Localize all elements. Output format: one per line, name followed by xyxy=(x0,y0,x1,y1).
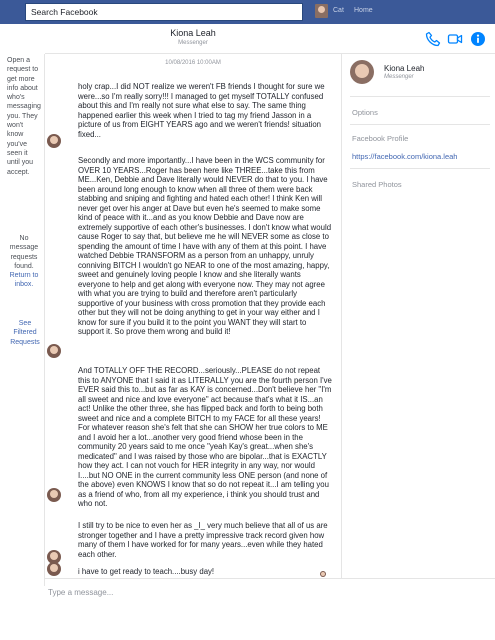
message-bubble: Secondly and more importantly...I have been in the WCS community for OVER 10 YEARS...Roger has been here like THREE...take this from ME...Ken, Debbie and Dave literally would NEVER do that to you. I have been around long enough to know when all three of them were back stabbing and sniping and fighting and hated each other! I think Ken will never get over his anger at Dave but even he's seemed to make some kind of peace with it...and as you know Debbie and Dave now are extremely supportive of each other's businesses. I don't know what would cause Roger to say that, but believe me he will NEVER some as close to spending the amount of time I have with any of them at this point. I have watched Debbie TRANSFORM as a person from an unhappy, unruly conniving BITCH I wouldn't go NEAR to one of the most amazing, happy, sweet and genuinely loving people I know and she literally wants everyone to help and get along with everyone now. They may not agree with what you are trying to build and therefore aren't particularly supportive of your business with cross promotion that they provide each other but they will not be doing anything to get in your way either and I know for sure if you build it to the point you WANT they will start to support it. So prove them wrong and build it! xyxy=(78,156,332,336)
facebook-profile-link[interactable]: https://facebook.com/kiona.leah xyxy=(352,152,458,161)
conversation-actions xyxy=(341,24,495,54)
divider xyxy=(350,168,490,169)
contact-name[interactable]: Kiona Leah xyxy=(384,64,425,73)
sender-avatar[interactable] xyxy=(47,488,61,502)
sender-avatar[interactable] xyxy=(47,344,61,358)
requests-info-text: Open a request to get more info about who's messaging you. They won't know you've seen it until you accept. xyxy=(7,57,41,176)
user-name-link[interactable]: Cat xyxy=(333,7,344,14)
message-bubble: holy crap...I did NOT realize we weren't FB friends I thought for sure we were...so I'm really sorry!!! I managed to get myself TOTALLY confused about this and I'm really not sure what else to say. The same thing happened earlier this week when I tried to tag my friend Jasson in a picture of us from EIGHT YEARS ago and we weren't friends! situation fixed... xyxy=(78,82,325,139)
divider xyxy=(350,124,490,125)
contact-subtitle: Messenger xyxy=(384,74,414,80)
message-timestamp: 10/08/2016 10:00AM xyxy=(165,60,221,66)
user-avatar[interactable] xyxy=(315,4,328,18)
top-bar xyxy=(0,0,495,24)
conversation-subtitle: Messenger xyxy=(178,40,208,46)
sender-avatar[interactable] xyxy=(47,134,61,148)
divider xyxy=(350,96,490,97)
message-requests-panel xyxy=(0,54,45,586)
home-link[interactable]: Home xyxy=(354,7,373,14)
options-section[interactable]: Options xyxy=(352,108,378,117)
conversation-title[interactable]: Kiona Leah xyxy=(170,28,216,38)
no-requests-text: No message requests found. xyxy=(9,235,39,270)
video-camera-icon[interactable] xyxy=(447,31,463,47)
seen-indicator-avatar xyxy=(320,571,326,577)
phone-icon[interactable] xyxy=(425,31,441,47)
contact-details-panel xyxy=(341,54,495,578)
info-icon[interactable] xyxy=(470,31,486,47)
message-input[interactable] xyxy=(48,585,328,599)
return-to-inbox-link[interactable]: Return to inbox. xyxy=(9,272,39,289)
filtered-requests-link[interactable]: See Filtered Requests xyxy=(10,320,40,346)
message-bubble: And TOTALLY OFF THE RECORD...seriously...PLEASE do not repeat this to ANYONE that I said it as LITERALLY you are the fourth person I've EVER said this to...but as far as KAY is concerned...Don't believe her "I'm all sweet and nice and love everyone" act because that's what it IS...an act! Unlike the other three, she has flipped back and forth to being both sweet and nice and a complete BITCH to my FACE for all these years! For whatever reason she's felt that she can SHOW her true colors to ME and I avoid her a lot...another very good friend whose been in the community 20 years said to me once "yeah Kay's great...when she's medicated" and I was raised by those who are bipolar...that is EXACTLY how they act. I can not vouch for HER integrity in any way, nor would I....but NO ONE in the current community less ONE person (and none of the above) even KNOWS I know that so do not repeat it...I am telling you as a friend of who, from all my experience, i think you should trust and who not. xyxy=(78,366,332,508)
message-bubble: I still try to be nice to even her as _I_ very much believe that all of us are stronger together and I have a pretty impressive track record given how many of them I have worked for for many years...even while they hated each other. xyxy=(78,521,328,559)
search-input[interactable] xyxy=(25,3,303,21)
message-thread[interactable] xyxy=(45,54,341,586)
message-bubble: i have to get ready to teach....busy day! xyxy=(78,567,215,576)
shared-photos-section[interactable]: Shared Photos xyxy=(352,180,402,189)
no-requests-message xyxy=(7,234,41,290)
sender-avatar[interactable] xyxy=(47,562,61,576)
facebook-profile-label: Facebook Profile xyxy=(352,134,409,143)
conversation-header xyxy=(45,24,341,54)
composer xyxy=(45,578,495,640)
contact-avatar[interactable] xyxy=(350,60,374,84)
